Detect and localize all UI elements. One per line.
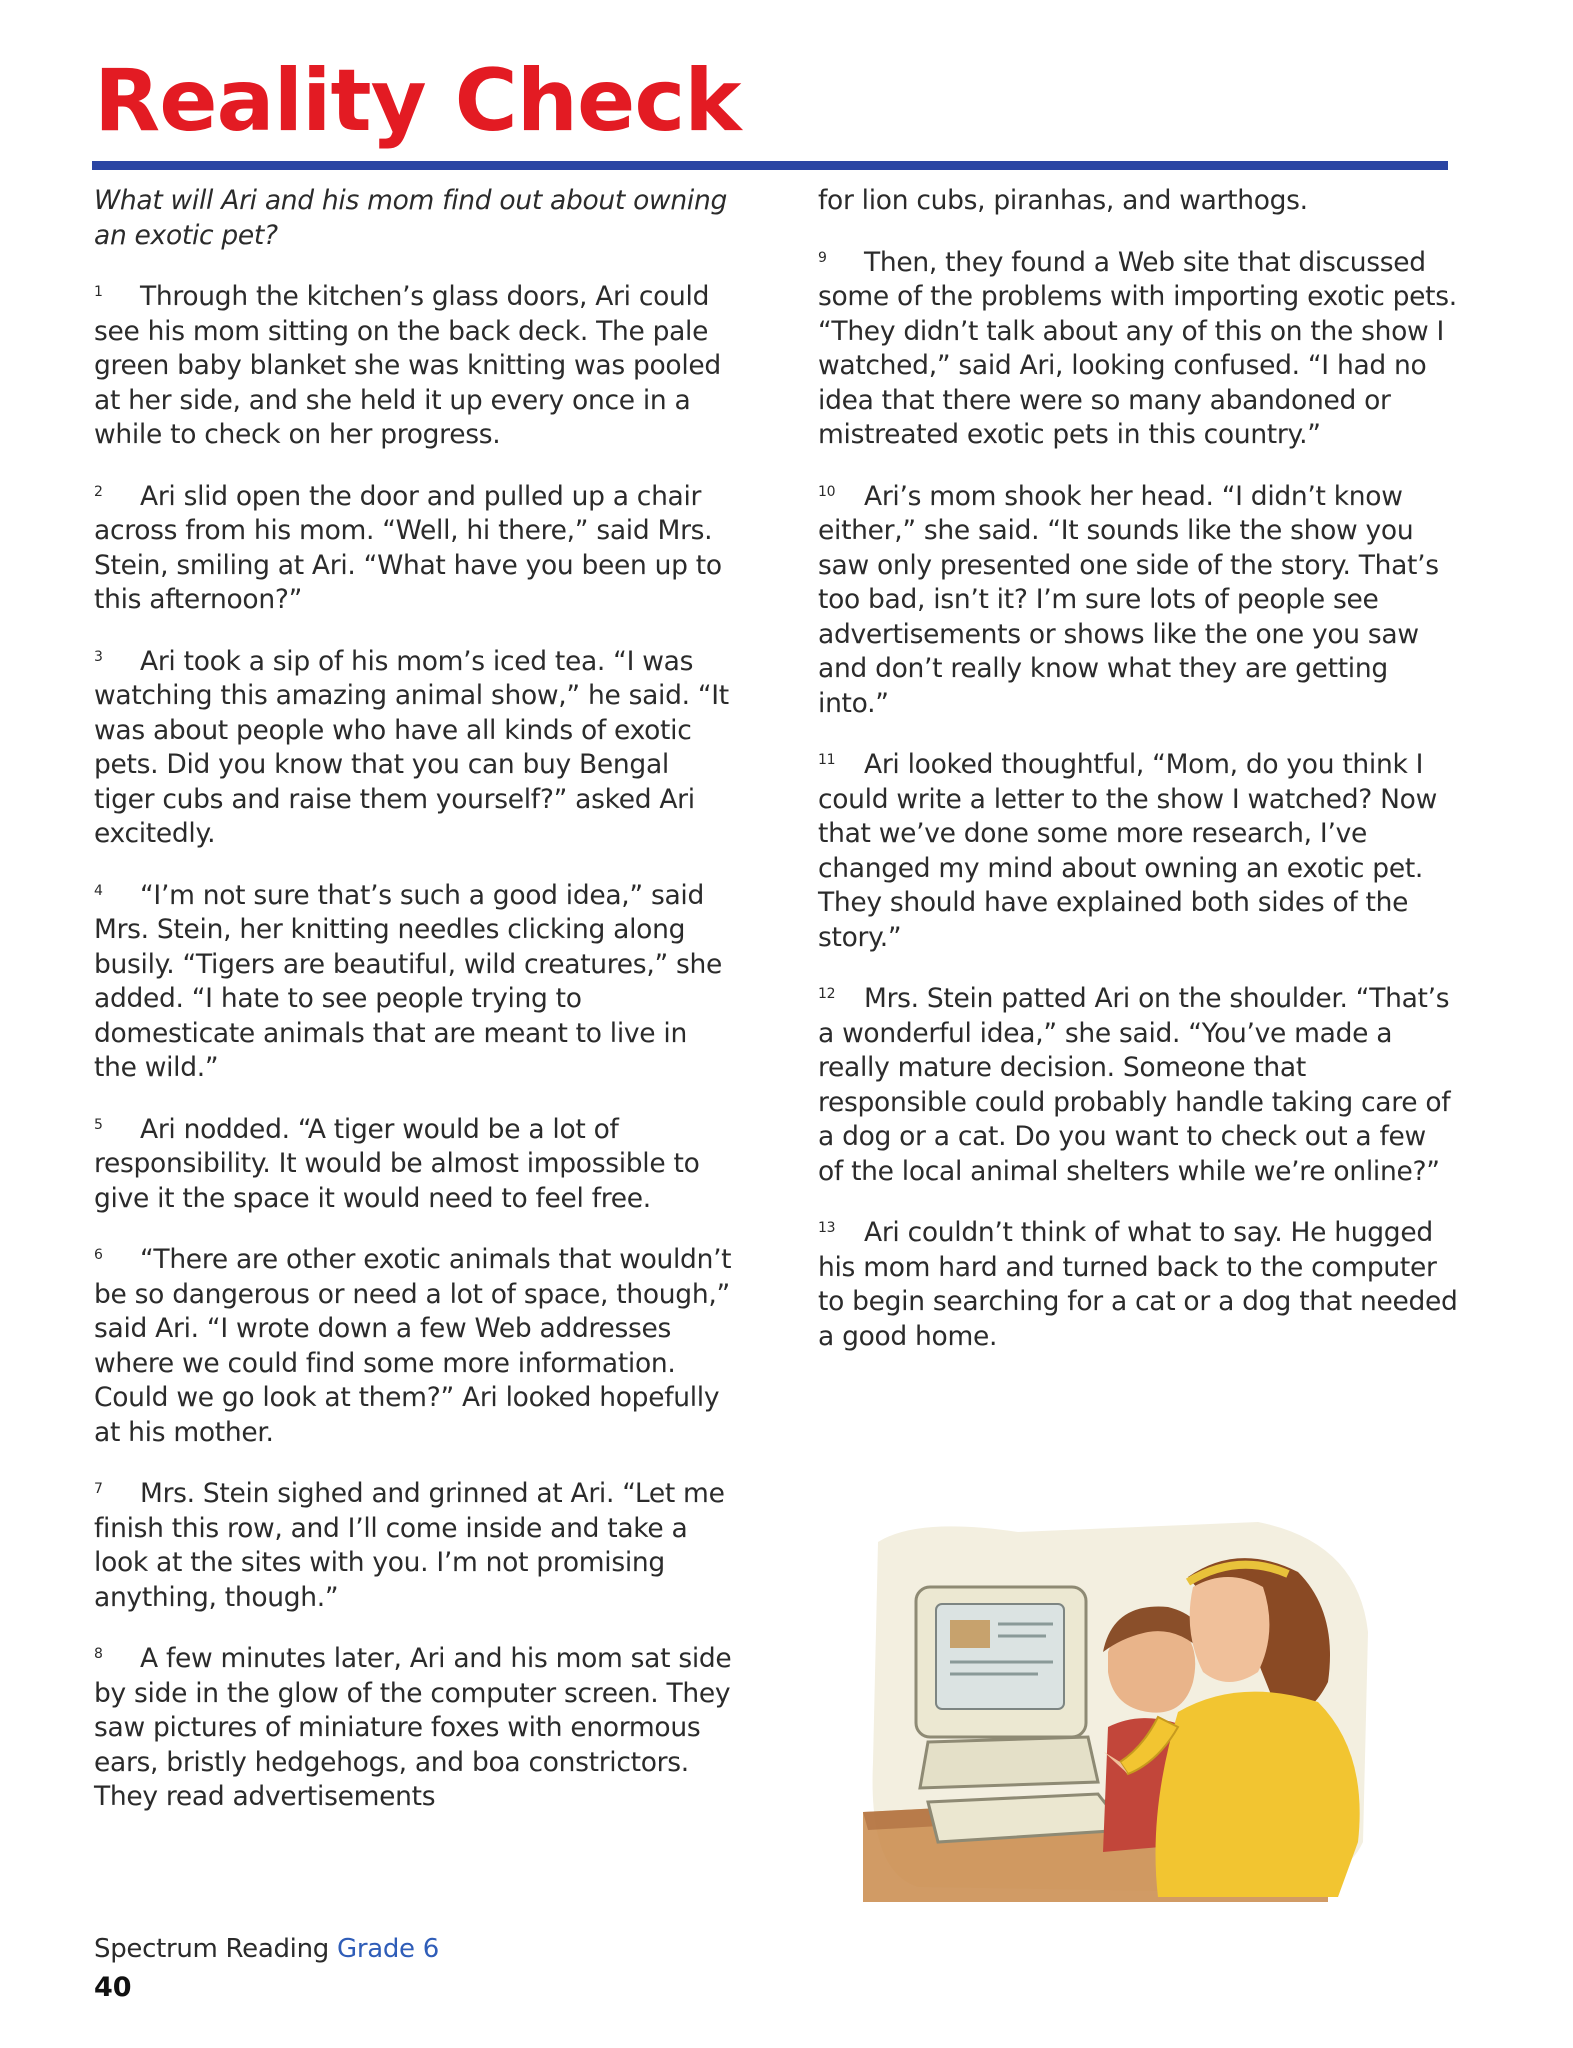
paragraph-number: 9 (818, 249, 827, 266)
paragraph-number: 5 (94, 1116, 103, 1133)
paragraph-number: 12 (818, 986, 836, 1002)
paragraph-3 (94, 645, 734, 852)
paragraph-8 (94, 1642, 734, 1815)
paragraph-8-continued: for lion cubs, piranhas, and warthogs. (818, 185, 1308, 216)
paragraph-2 (94, 480, 734, 618)
computer-base (920, 1737, 1098, 1788)
paragraph-10 (818, 480, 1458, 722)
illustration-mother-son-computer (858, 1512, 1378, 1902)
title-divider (92, 161, 1448, 170)
paragraph-text: Ari nodded. “A tiger would be a lot of responsibility. It would be almost impossible to give it the space it would need to feel free. (94, 1113, 700, 1214)
footer (94, 1934, 439, 1964)
paragraph-number: 1 (94, 284, 103, 300)
paragraph-number: 11 (818, 752, 836, 768)
paragraph-text: Ari looked thoughtful, “Mom, do you think I could write a letter to the show I watched? Now that we’ve done some more research, I’ve changed my mind about owning an exotic pet. They should have explained both sides of the story.” (818, 749, 1437, 953)
paragraph-number: 4 (94, 882, 103, 899)
paragraph-11 (818, 748, 1458, 955)
page-title: Reality Check (94, 51, 741, 151)
paragraph-7 (94, 1477, 734, 1615)
paragraph-number: 3 (94, 648, 103, 665)
paragraph-number: 7 (94, 1481, 103, 1497)
monitor-screen (936, 1604, 1064, 1709)
paragraph-text: A few minutes later, Ari and his mom sat side by side in the glow of the computer screen. They saw pictures of miniature foxes with enormous ears, bristly hedgehogs, and boa constrictors. They read advertisements (94, 1643, 732, 1812)
paragraph-9 (818, 246, 1458, 453)
paragraph-text: “There are other exotic animals that wouldn’t be so dangerous or need a lot of space, though,” said Ari. “I wrote down a few Web addresses where we could find some more information. Could we go look at them?” Ari looked hopefully at his mother. (94, 1244, 732, 1448)
paragraph-5 (94, 1113, 734, 1217)
paragraph-number: 6 (94, 1247, 103, 1263)
paragraph-number: 8 (94, 1646, 103, 1662)
series-name: Spectrum Reading (94, 1934, 329, 1964)
paragraph-text: Ari took a sip of his mom’s iced tea. “I was watching this amazing animal show,” he said. “It was about people who have all kinds of exotic pets. Did you know that you can buy Bengal tiger cubs and raise them yourself?” asked Ari excitedly. (94, 645, 729, 849)
paragraph-text: Mrs. Stein sighed and grinned at Ari. “Let me finish this row, and I’ll come inside and take a look at the sites with you. I’m not promising anything, though.” (94, 1478, 725, 1613)
paragraph-text: Through the kitchen’s glass doors, Ari could see his mom sitting on the back deck. The pale green baby blanket she was knitting was pooled at her side, and she held it up every once in a while to check on her progress. (94, 281, 721, 450)
paragraph-text: Ari’s mom shook her head. “I didn’t know either,” she said. “It sounds like the show you saw only presented one side of the story. That’s too bad, isn’t it? I’m sure lots of people see advertisements or shows like the one you saw and don’t really know what they are getting into.” (818, 480, 1439, 719)
intro-question: What will Ari and his mom find out about owning an exotic pet? (94, 185, 727, 251)
paragraph-number: 10 (818, 483, 836, 500)
paragraph-number: 13 (818, 1220, 836, 1236)
paragraph-text: Ari couldn’t think of what to say. He hugged his mom hard and turned back to the computer to begin searching for a cat or a dog that needed a good home. (818, 1217, 1458, 1352)
paragraph-1 (94, 280, 734, 453)
paragraph-6 (94, 1243, 734, 1450)
paragraph-text: Ari slid open the door and pulled up a chair across from his mom. “Well, hi there,” said Mrs. Stein, smiling at Ari. “What have you been up to this afternoon?” (94, 480, 722, 615)
right-column (818, 184, 1458, 1381)
grade-label: Grade 6 (336, 1934, 439, 1964)
screen-picture (950, 1620, 990, 1648)
mother-face (1190, 1577, 1270, 1682)
left-column (94, 184, 734, 1842)
paragraph-text: “I’m not sure that’s such a good idea,” said Mrs. Stein, her knitting needles clicking along busily. “Tigers are beautiful, wild creatures,” she added. “I hate to see people trying to domesticate animals that are meant to live in the wild.” (94, 879, 722, 1083)
paragraph-text: Then, they found a Web site that discussed some of the problems with importing exotic pets. “They didn’t talk about any of this on the show I watched,” said Ari, looking confused. “I had no idea that there were so many abandoned or mistreated exotic pets in this country.” (818, 246, 1457, 450)
paragraph-13 (818, 1216, 1458, 1354)
page-number: 40 (94, 1972, 132, 2003)
paragraph-text: Mrs. Stein patted Ari on the shoulder. “That’s a wonderful idea,” she said. “You’ve made a really mature decision. Someone that responsible could probably handle taking care of a dog or a cat. Do you want to check out a few of the local animal shelters while we’re online?” (818, 983, 1451, 1187)
paragraph-12 (818, 982, 1458, 1189)
paragraph-4 (94, 879, 734, 1086)
paragraph-number: 2 (94, 483, 103, 500)
mother-sweater (1156, 1692, 1360, 1897)
